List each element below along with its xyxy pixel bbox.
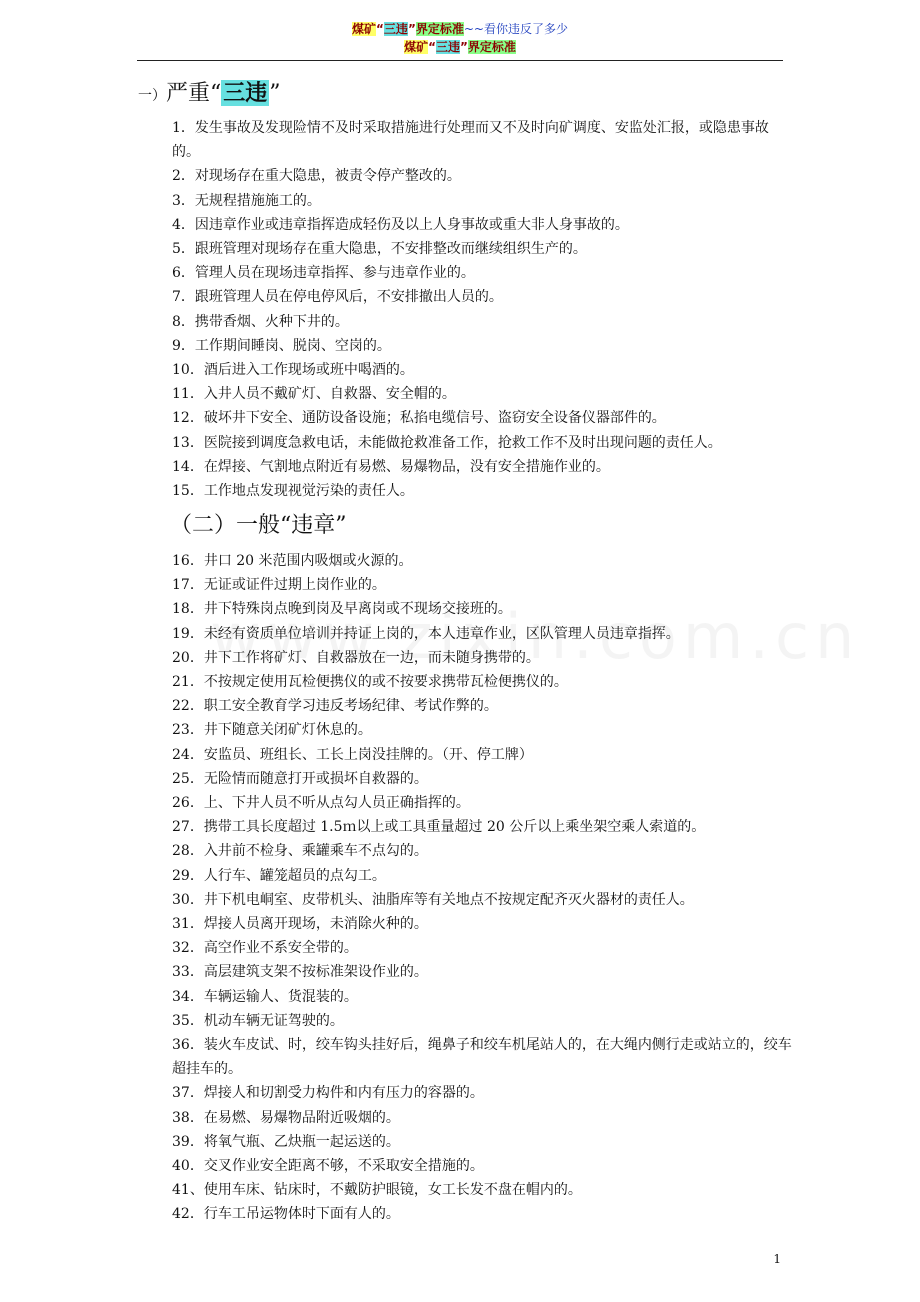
list-item: 24．安监员、班组长、工长上岗没挂牌的。（开、停工牌） (172, 746, 533, 763)
list-item: 1．发生事故及发现险情不及时采取措施进行处理而又不及时向矿调度、安监处汇报，或隐患事故的。 (172, 120, 769, 161)
section-1-title-highlight: 三违 (223, 80, 268, 106)
section-1-prefix: 一） (138, 88, 166, 104)
header-quote-open: “ (376, 22, 384, 36)
header2-highlight-standard: 界定标准 (467, 40, 516, 54)
header2-quote-open: “ (428, 40, 436, 54)
list-item: 26．上、下井人员不听从点勾人员正确指挥的。 (172, 795, 470, 812)
list-item: 41、使用车床、钻床时，不戴防护眼镜，女工长发不盘在帽内的。 (172, 1182, 582, 1199)
list-item: 28．入井前不检身、乘罐乘车不点勾的。 (172, 843, 428, 860)
list-item: 6．管理人员在现场违章指挥、参与违章作业的。 (172, 265, 475, 282)
list-item: 36．装火车皮试、时，绞车钩头挂好后，绳鼻子和绞车机尾站人的，在大绳内侧行走或站立的，绞车超挂车的。 (172, 1037, 792, 1078)
header-suffix: ~~看你违反了多少 (463, 22, 568, 36)
section-1-title-post: ” (269, 81, 281, 106)
list-item: 2．对现场存在重大隐患，被责令停产整改的。 (172, 168, 461, 185)
list-item: 35．机动车辆无证驾驶的。 (172, 1012, 344, 1029)
list-item: 37．焊接人和切割受力构件和内有压力的容器的。 (172, 1085, 484, 1102)
section-1-list (172, 116, 792, 503)
page-number: 1 (773, 1252, 781, 1266)
header2-quote-close: ” (460, 40, 468, 54)
list-item: 14．在焊接、气割地点附近有易燃、易爆物品，没有安全措施作业的。 (172, 458, 610, 475)
list-item: 25．无险情而随意打开或损坏自救器的。 (172, 770, 428, 787)
header-highlight-mine: 煤矿 (352, 22, 377, 36)
list-item: 16．井口 20 米范围内吸烟或火源的。 (172, 553, 413, 569)
list-item: 7．跟班管理人员在停电停风后，不安排撤出人员的。 (172, 289, 503, 306)
list-item: 10．酒后进入工作现场或班中喝酒的。 (172, 362, 414, 379)
page-header (0, 20, 920, 56)
list-item: 42．行车工吊运物体时下面有人的。 (172, 1206, 400, 1223)
header2-highlight-sanwei: 三违 (435, 40, 460, 54)
header-rule (137, 60, 783, 61)
list-item: 31．焊接人员离开现场，未消除火种的。 (172, 916, 428, 933)
list-item: 32．高空作业不系安全带的。 (172, 940, 358, 957)
header2-highlight-mine: 煤矿 (404, 40, 429, 54)
list-item: 18．井下特殊岗点晚到岗及早离岗或不现场交接班的。 (172, 601, 512, 618)
section-2-title: （二）一般“违章” (170, 513, 347, 538)
list-item: 23．井下随意关闭矿灯休息的。 (172, 722, 372, 739)
header-highlight-sanwei: 三违 (383, 22, 408, 36)
header-line-1 (0, 20, 920, 38)
list-item: 4．因违章作业或违章指挥造成轻伤及以上人身事故或重大非人身事故的。 (172, 216, 629, 233)
header-highlight-standard: 界定标准 (415, 22, 464, 36)
list-item: 11．入井人员不戴矿灯、自救器、安全帽的。 (172, 386, 456, 403)
list-item: 17．无证或证件过期上岗作业的。 (172, 577, 386, 594)
list-item: 40．交叉作业安全距离不够，不采取安全措施的。 (172, 1158, 484, 1175)
list-item: 21．不按规定使用瓦检便携仪的或不按要求携带瓦检便携仪的。 (172, 674, 568, 691)
list-item: 5．跟班管理对现场存在重大隐患，不安排整改而继续组织生产的。 (172, 241, 587, 258)
section-1-title (138, 79, 281, 110)
list-item: 13．医院接到调度急救电话，未能做抢救准备工作，抢救工作不及时出现问题的责任人。 (172, 434, 722, 451)
list-item: 29．人行车、罐笼超员的点勾工。 (172, 867, 386, 884)
list-item: 12．破坏井下安全、通防设备设施；私掐电缆信号、盗窃安全设备仪器部件的。 (172, 410, 666, 427)
list-item: 38．在易燃、易爆物品附近吸烟的。 (172, 1109, 400, 1126)
list-item: 27．携带工具长度超过 1.5ｍ以上或工具重量超过 20 公斤以上乘坐架空乘人索道的。 (172, 819, 706, 836)
list-item: 15．工作地点发现视觉污染的责任人。 (172, 483, 414, 500)
list-item: 19．未经有资质单位培训并持证上岗的，本人违章作业，区队管理人员违章指挥。 (172, 625, 680, 642)
list-item: 9．工作期间睡岗、脱岗、空岗的。 (172, 337, 391, 354)
list-item: 30．井下机电峒室、皮带机头、油脂库等有关地点不按规定配齐灭火器材的责任人。 (172, 891, 694, 908)
list-item: 34．车辆运输人、货混装的。 (172, 988, 358, 1005)
section-2-list (172, 549, 792, 1227)
section-1-title-pre: 严重“ (166, 81, 222, 106)
list-item: 33．高层建筑支架不按标准架设作业的。 (172, 964, 428, 981)
header-line-2 (0, 38, 920, 56)
list-item: 22．职工安全教育学习违反考场纪律、考试作弊的。 (172, 698, 498, 715)
list-item: 3．无规程措施施工的。 (172, 192, 321, 209)
list-item: 8．携带香烟、火种下井的。 (172, 313, 349, 330)
list-item: 20．井下工作将矿灯、自救器放在一边，而未随身携带的。 (172, 649, 540, 666)
list-item: 39．将氧气瓶、乙炔瓶一起运送的。 (172, 1133, 400, 1150)
header-quote-close: ” (407, 22, 416, 36)
